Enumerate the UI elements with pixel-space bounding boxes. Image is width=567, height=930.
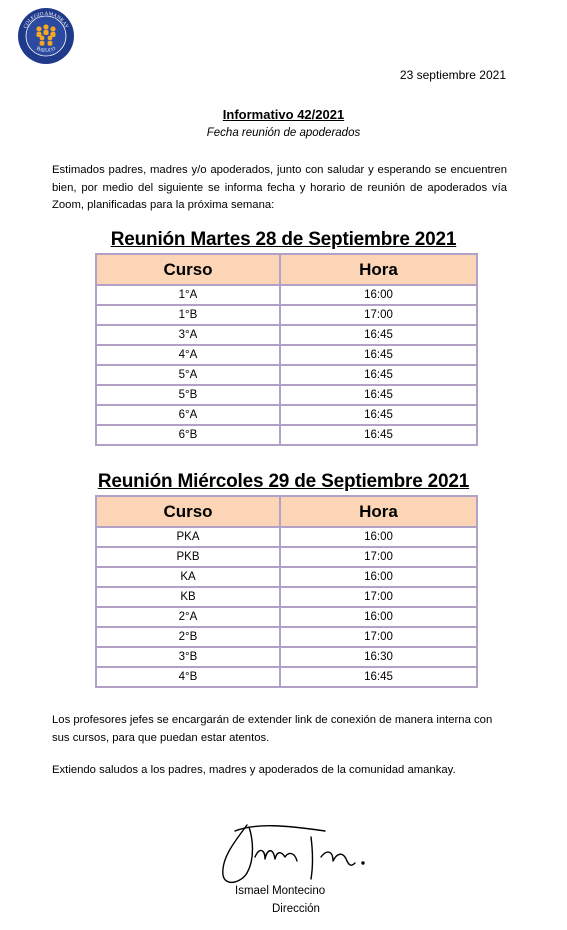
table-row — [96, 325, 477, 345]
table-row — [96, 285, 477, 305]
table-header-row — [96, 254, 477, 285]
schedule-table-wednesday — [95, 495, 478, 688]
curso-cell: 4°B — [96, 667, 280, 687]
document-title: Informativo 42/2021 — [222, 107, 345, 122]
teachers-paragraph: Los profesores jefes se encargarán de extender link de conexión de manera interna con sus cursos, para que puedan estar atentos. — [52, 714, 493, 744]
signatory-name: Ismael Montecino — [235, 885, 326, 897]
column-header-hora: Hora — [280, 254, 477, 285]
signatory-role: Dirección — [272, 903, 320, 915]
curso-cell: 1°A — [96, 285, 280, 305]
hora-cell: 17:00 — [280, 627, 477, 647]
table-row — [96, 567, 477, 587]
hora-cell: 16:00 — [280, 285, 477, 305]
table-row — [96, 385, 477, 405]
hora-cell: 16:45 — [280, 425, 477, 445]
signature-scribble — [215, 817, 370, 889]
curso-cell: PKA — [96, 527, 280, 547]
curso-cell: PKB — [96, 547, 280, 567]
greetings-paragraph: Extiendo saludos a los padres, madres y apoderados de la comunidad amankay. — [52, 764, 456, 776]
curso-cell: KA — [96, 567, 280, 587]
svg-text:BATUCO: BATUCO — [35, 45, 57, 55]
document-subtitle: Fecha reunión de apoderados — [206, 127, 361, 139]
hora-cell: 17:00 — [280, 587, 477, 607]
curso-cell: 1°B — [96, 305, 280, 325]
hora-cell: 17:00 — [280, 305, 477, 325]
intro-paragraph: Estimados padres, madres y/o apoderados, junto con saludar y esperando se encuentren bien, por medio del siguiente se informa fecha y horario de reunión de apoderados vía Zoom, planificadas para la próxima semana: — [52, 164, 507, 211]
hora-cell: 16:45 — [280, 667, 477, 687]
schedule-table-tuesday — [95, 253, 478, 446]
table-row — [96, 627, 477, 647]
table-row — [96, 647, 477, 667]
hora-cell: 16:45 — [280, 405, 477, 425]
table-row — [96, 425, 477, 445]
table-row — [96, 527, 477, 547]
meeting-heading-wednesday: Reunión Miércoles 29 de Septiembre 2021 — [97, 471, 470, 492]
column-header-curso: Curso — [96, 254, 280, 285]
table-row — [96, 547, 477, 567]
curso-cell: 5°B — [96, 385, 280, 405]
column-header-hora: Hora — [280, 496, 477, 527]
curso-cell: 6°A — [96, 405, 280, 425]
document-date: 23 septiembre 2021 — [399, 68, 506, 82]
curso-cell: 3°B — [96, 647, 280, 667]
hora-cell: 17:00 — [280, 547, 477, 567]
meeting-heading-tuesday: Reunión Martes 28 de Septiembre 2021 — [110, 229, 457, 250]
hora-cell: 16:30 — [280, 647, 477, 667]
table-row — [96, 405, 477, 425]
svg-text:COLEGIO AMANKAY: COLEGIO AMANKAY — [22, 10, 70, 30]
curso-cell: 2°B — [96, 627, 280, 647]
school-logo — [17, 7, 75, 65]
curso-cell: KB — [96, 587, 280, 607]
column-header-curso: Curso — [96, 496, 280, 527]
hora-cell: 16:00 — [280, 567, 477, 587]
hora-cell: 16:45 — [280, 365, 477, 385]
curso-cell: 4°A — [96, 345, 280, 365]
table-header-row — [96, 496, 477, 527]
hora-cell: 16:45 — [280, 385, 477, 405]
table-row — [96, 305, 477, 325]
curso-cell: 6°B — [96, 425, 280, 445]
hora-cell: 16:45 — [280, 345, 477, 365]
table-row — [96, 667, 477, 687]
curso-cell: 2°A — [96, 607, 280, 627]
table-row — [96, 587, 477, 607]
table-row — [96, 607, 477, 627]
hora-cell: 16:45 — [280, 325, 477, 345]
hora-cell: 16:00 — [280, 607, 477, 627]
curso-cell: 5°A — [96, 365, 280, 385]
table-row — [96, 365, 477, 385]
curso-cell: 3°A — [96, 325, 280, 345]
hora-cell: 16:00 — [280, 527, 477, 547]
table-row — [96, 345, 477, 365]
